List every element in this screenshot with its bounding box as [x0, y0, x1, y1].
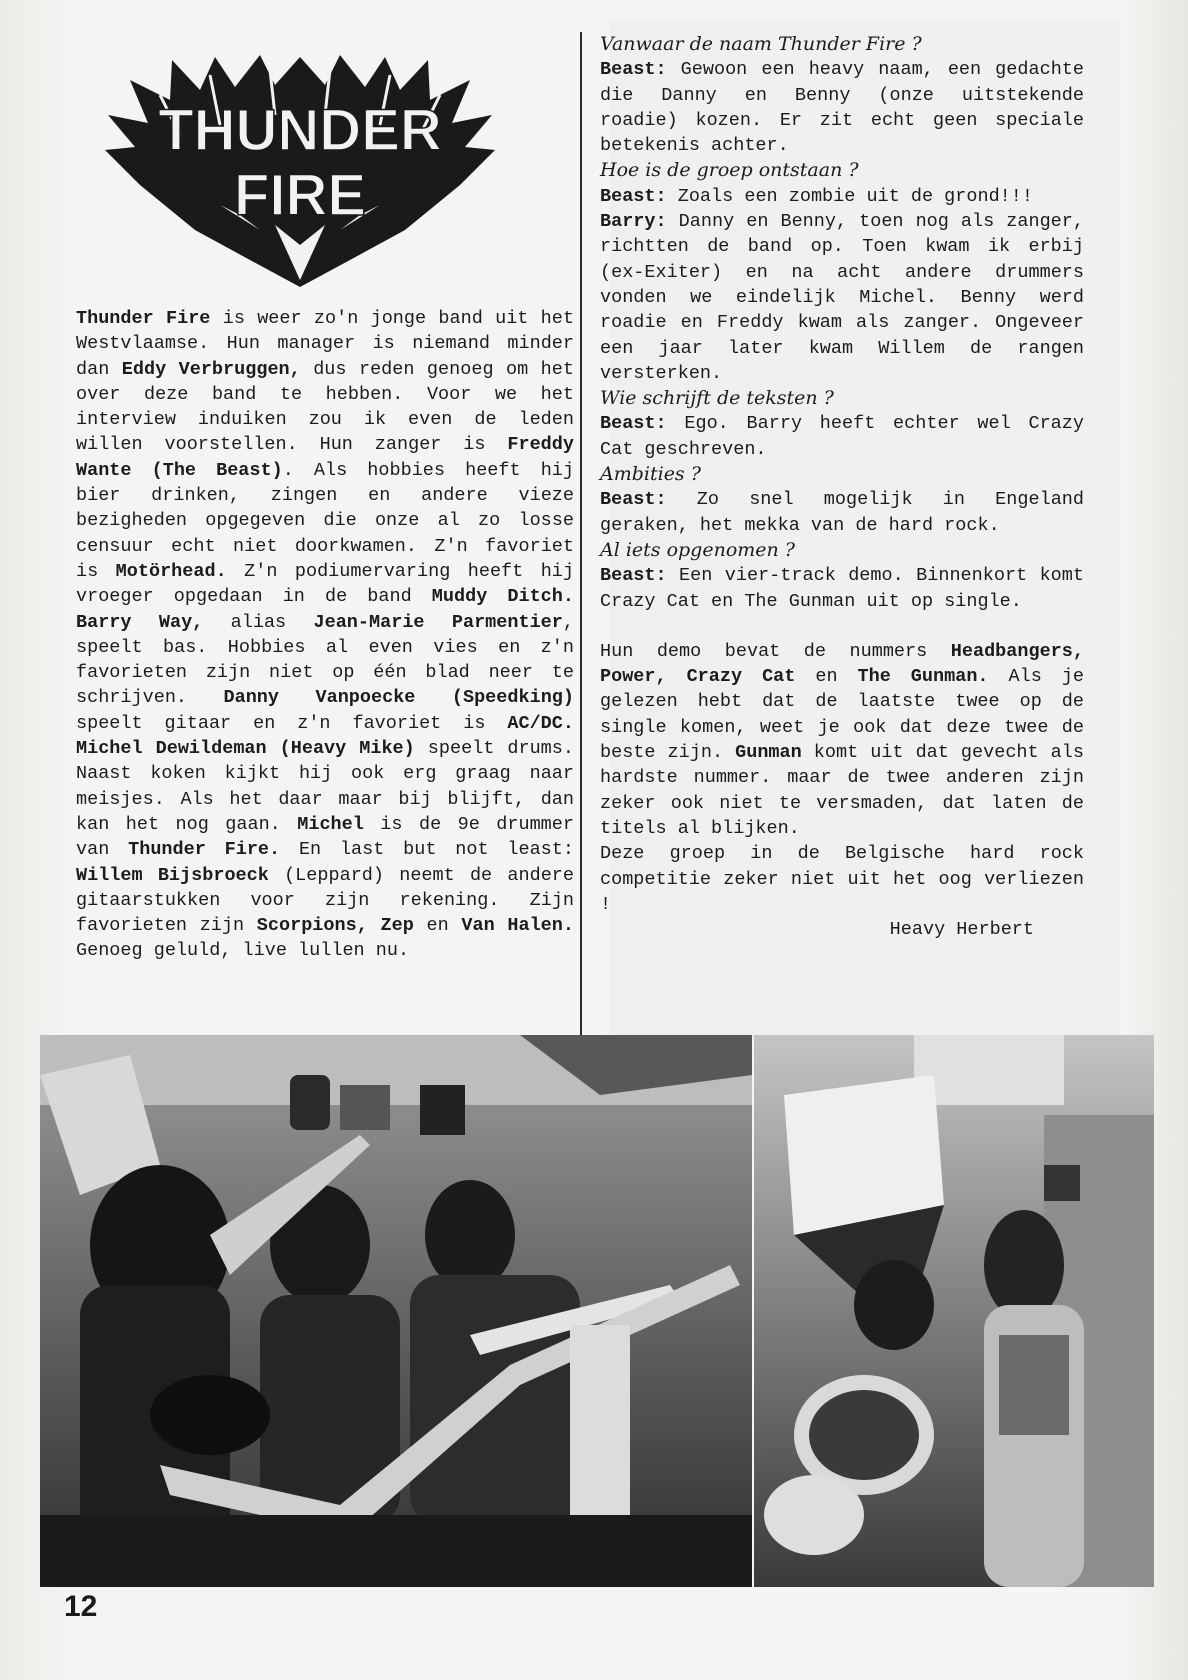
text-run: en — [795, 666, 858, 688]
interview-answer — [600, 184, 1084, 209]
text-run: Genoeg geluld, live lullen nu. — [76, 940, 410, 962]
left-article-column — [76, 306, 574, 964]
band-live-photo-right — [754, 1035, 1154, 1587]
song-title: The Gunman. — [857, 666, 989, 688]
interview-answer — [600, 487, 1084, 538]
interview-answer — [600, 57, 1084, 158]
bold-name: (The Beast) — [151, 459, 283, 481]
bold-name: Danny Vanpoecke (Speedking) — [223, 687, 574, 709]
bold-name: Barry Way, — [76, 611, 204, 633]
logo-line-2: FIRE — [233, 163, 367, 228]
bold-name: Thunder Fire. — [128, 839, 281, 861]
text-run: is de 9e drummer van — [76, 813, 574, 861]
answer-text: Ego. Barry heeft echter wel Crazy Cat geschreven. — [600, 413, 1084, 460]
interview-question: Wie schrijft de teksten ? — [600, 387, 834, 410]
text-run: , speelt bas. Hobbies al even vies en z'n favorieten zijn niet op één blad neer te schrijven. — [76, 611, 574, 709]
interview-answer — [600, 411, 1084, 462]
paragraph-spacer — [600, 614, 1084, 639]
article-paragraph — [76, 306, 574, 964]
text-run: Als je gelezen hebt dat de laatste twee op de single komen, weet je ook dat deze twee de beste zijn. — [600, 666, 1084, 764]
text-run: alias — [203, 611, 314, 633]
bold-name: Muddy Ditch. — [431, 586, 574, 608]
thunder-fire-logo — [100, 55, 500, 295]
bold-name: Motörhead. — [115, 560, 227, 582]
song-title: Gunman — [735, 742, 802, 764]
interview-question: Ambities ? — [600, 463, 701, 486]
band-live-photo-left — [40, 1035, 752, 1587]
bold-name: Jean-Marie Parmentier — [313, 611, 563, 633]
author-signature: Heavy Herbert — [889, 919, 1034, 941]
bold-name: Freddy Wante — [76, 434, 574, 481]
text-run: is weer zo'n jonge band uit het Westvlaamse. Hun manager is niemand minder dan — [76, 308, 574, 380]
speaker-label: Beast: — [600, 413, 667, 435]
song-title: Headbangers, Power, Crazy Cat — [600, 640, 1084, 688]
page-number: 12 — [64, 1590, 98, 1623]
interview-answer — [600, 209, 1084, 386]
interview-question: Al iets opgenomen ? — [600, 538, 795, 561]
bold-name: Thunder Fire — [76, 308, 211, 329]
bold-name: Eddy Verbruggen, — [121, 358, 301, 380]
bold-name: AC/DC. — [507, 712, 574, 734]
bold-name: Van Halen. — [461, 915, 574, 937]
answer-text: Danny en Benny, toen nog als zanger, richtten de band op. Toen kwam ik erbij (ex-Exiter) en na acht andere drummers vonden we eindelijk Michel. Benny werd roadie en Freddy kwam als zanger. Ongeveer een jaar later kwam Willem de rangen versterken. — [600, 211, 1084, 384]
text-run: Hun demo bevat de nummers — [600, 640, 951, 662]
text-run: Z'n podiumervaring heeft hij vroeger opgedaan in de band — [76, 560, 575, 608]
text-run: komt uit dat gevecht als hardste nummer. maar de twee anderen zijn zeker ook niet te versmaden, dat laten de titels al blijken. — [600, 742, 1084, 839]
answer-text: Gewoon een heavy naam, een gedachte die Danny en Benny (onze uitstekende roadie) kozen. Er zit echt geen speciale betekenis achter. — [600, 59, 1084, 157]
article-paragraph: Deze groep in de Belgische hard rock competitie zeker niet uit het oog verliezen ! — [600, 843, 1084, 915]
text-run: en — [413, 915, 462, 937]
answer-text: Een vier-track demo. Binnenkort komt Crazy Cat en The Gunman uit op single. — [600, 565, 1084, 612]
speaker-label: Beast: — [600, 489, 667, 511]
text-run: . Als hobbies heeft hij bier drinken, zingen en andere vieze bezigheden opgegeven die onze al zo losse censuur echt niet doorkwamen. Z'n favoriet is — [76, 459, 574, 582]
article-paragraph — [600, 639, 1084, 841]
text-run — [132, 460, 152, 481]
interview-question: Vanwaar de naam Thunder Fire ? — [600, 33, 922, 55]
text-run: speelt gitaar en z'n favoriet is — [76, 712, 508, 734]
text-run: dus reden genoeg om het over deze band te hebben. Voor we het interview induiken zou ik even de leden willen voorstellen. Hun zanger is — [76, 358, 574, 456]
speaker-label: Beast: — [600, 185, 667, 207]
interview-answer — [600, 563, 1084, 614]
bold-name: Willem Bijsbroeck — [76, 864, 269, 886]
bold-name: Michel — [297, 813, 364, 835]
text-run: (Leppard) neemt de andere gitaarstukken voor zijn rekening. Zijn favorieten zijn — [76, 864, 574, 937]
speaker-label: Beast: — [600, 59, 667, 81]
speaker-label: Barry: — [600, 211, 667, 233]
column-divider — [580, 32, 582, 1037]
bold-name: Scorpions, Zep — [256, 915, 414, 937]
bold-name: Michel Dewildeman (Heavy Mike) — [76, 738, 415, 760]
answer-text: Zoals een zombie uit de grond!!! — [666, 185, 1033, 207]
logo-line-1: THUNDER — [158, 98, 442, 163]
speaker-label: Beast: — [600, 565, 667, 587]
text-run: speelt drums. Naast koken kijkt hij ook erg graag naar meisjes. Als het daar maar bij blijft, dan kan het nog gaan. — [76, 738, 574, 835]
text-run: En last but not least: — [280, 839, 574, 861]
interview-column — [600, 32, 1084, 942]
interview-question: Hoe is de groep ontstaan ? — [600, 159, 859, 182]
answer-text: Zo snel mogelijk in Engeland geraken, het mekka van de hard rock. — [600, 489, 1084, 536]
